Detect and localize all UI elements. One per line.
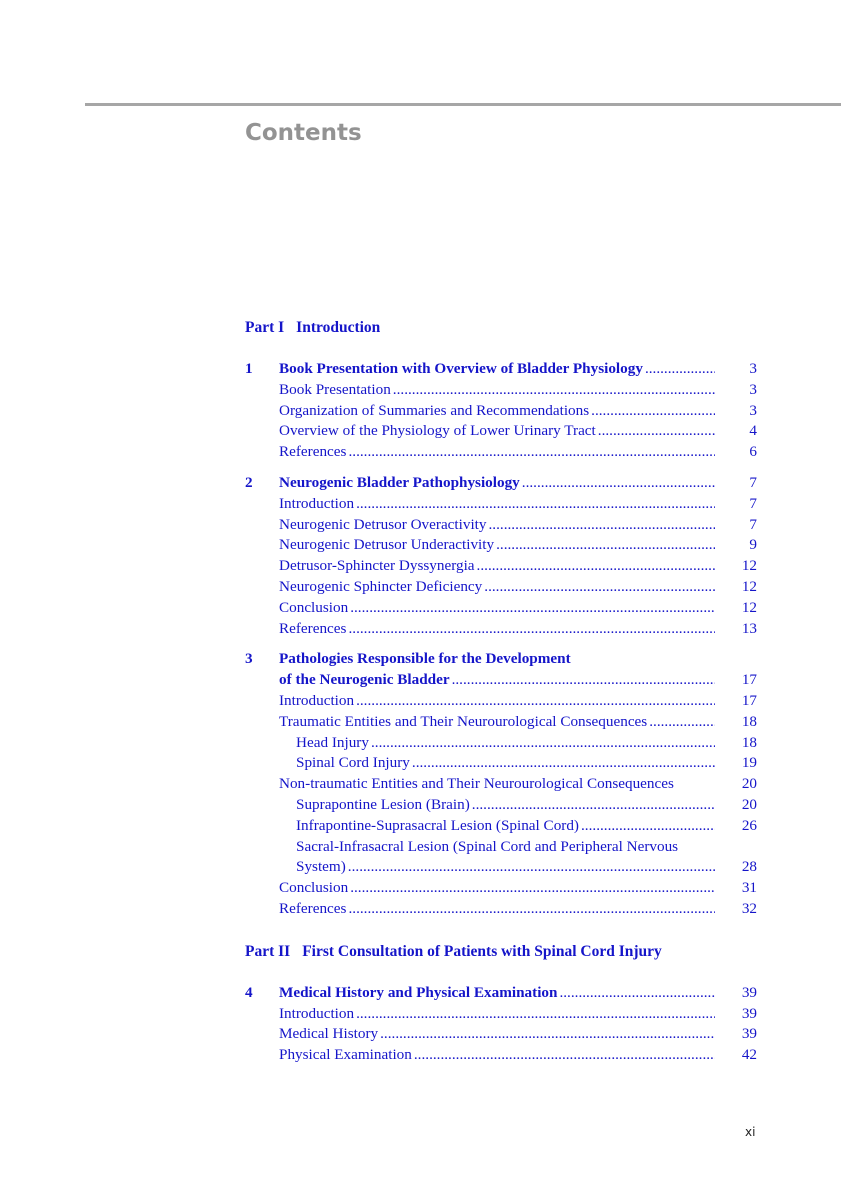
- entry-title: Organization of Summaries and Recommendations: [279, 401, 590, 419]
- entry-page: 12: [741, 598, 757, 616]
- entry-page: 7: [749, 494, 757, 512]
- toc-entry[interactable]: [245, 753, 757, 774]
- entry-page: 18: [741, 712, 757, 730]
- entry-page: 39: [741, 1004, 757, 1022]
- dot-leader: [348, 857, 715, 878]
- dot-leader: [489, 515, 716, 536]
- chapter-title: Book Presentation with Overview of Bladder Physiology: [279, 360, 643, 377]
- chapter-block: [245, 359, 757, 463]
- chapter-title: Neurogenic Bladder Pathophysiology: [279, 473, 520, 491]
- entry-title: Physical Examination: [279, 1046, 412, 1064]
- dot-leader: [484, 577, 715, 598]
- entry-title: Neurogenic Detrusor Underactivity: [279, 536, 495, 554]
- chapter-entry[interactable]: [245, 649, 757, 670]
- entry-title: Neurogenic Detrusor Overactivity: [279, 515, 487, 533]
- dot-leader: [356, 494, 715, 515]
- part-heading[interactable]: [245, 318, 757, 338]
- entry-title: Introduction: [279, 1004, 355, 1022]
- entry-title: Suprapontine Lesion (Brain): [296, 795, 470, 813]
- chapter-block: [245, 649, 757, 919]
- entry-title: Detrusor-Sphincter Dyssynergia: [279, 557, 475, 575]
- part-label: Part I: [245, 319, 285, 336]
- entry-page: 42: [741, 1046, 757, 1064]
- entry-title: Conclusion: [279, 598, 349, 616]
- entry-title: Medical History: [279, 1025, 379, 1043]
- entry-title: Infrapontine-Suprasacral Lesion (Spinal Cord): [296, 816, 579, 834]
- chapter-number: 3: [245, 650, 253, 668]
- dot-leader: [356, 1004, 715, 1025]
- dot-leader: [452, 670, 715, 691]
- entry-page: 13: [741, 619, 757, 637]
- dot-leader: [598, 421, 715, 442]
- toc-entry[interactable]: [245, 733, 757, 754]
- entry-title: Non-traumatic Entities and Their Neurourological Consequences: [279, 775, 674, 793]
- part-title: First Consultation of Patients with Spinal Cord Injury: [302, 942, 662, 960]
- entry-page: 3: [749, 380, 757, 398]
- entry-page: 39: [741, 1025, 757, 1043]
- toc-entry[interactable]: [245, 878, 757, 899]
- dot-leader: [477, 556, 715, 577]
- entry-page: 12: [741, 577, 757, 595]
- dot-leader: [380, 1024, 715, 1045]
- entry-page: 12: [741, 557, 757, 575]
- dot-leader: [414, 1045, 715, 1066]
- dot-leader: [522, 473, 715, 494]
- chapter-block: [245, 473, 757, 639]
- dot-leader: [591, 401, 715, 422]
- entry-page: 28: [741, 858, 757, 876]
- entry-page: 19: [741, 754, 757, 772]
- toc-entry[interactable]: [245, 556, 757, 577]
- toc-entry[interactable]: [245, 442, 757, 463]
- dot-leader: [348, 442, 715, 463]
- toc-entry[interactable]: [245, 494, 757, 515]
- entry-page: 9: [749, 536, 757, 554]
- entry-title: References: [279, 899, 347, 917]
- toc-entry[interactable]: [245, 1004, 757, 1025]
- part-title: Introduction: [296, 319, 381, 336]
- dot-leader: [472, 795, 715, 816]
- chapter-block: [245, 983, 757, 1066]
- toc-entry[interactable]: [245, 535, 757, 556]
- toc-entry[interactable]: [245, 515, 757, 536]
- entry-title: Introduction: [279, 494, 355, 512]
- dot-leader: [496, 535, 715, 556]
- toc-entry[interactable]: [245, 577, 757, 598]
- entry-page: 31: [741, 879, 757, 897]
- entry-title: Spinal Cord Injury: [296, 754, 410, 772]
- entry-title: Sacral-Infrasacral Lesion (Spinal Cord and Peripheral Nervous: [296, 837, 679, 855]
- dot-leader: [348, 899, 715, 920]
- toc-entry[interactable]: [245, 380, 757, 401]
- dot-leader: [645, 359, 715, 380]
- toc-entry[interactable]: [245, 837, 757, 858]
- toc-entry[interactable]: [245, 598, 757, 619]
- entry-page: 26: [741, 816, 757, 834]
- dot-leader: [356, 691, 715, 712]
- entry-title: System): [296, 858, 346, 876]
- entry-title: Traumatic Entities and Their Neurourological Consequences: [279, 712, 648, 730]
- chapter-title: of the Neurogenic Bladder: [279, 671, 450, 689]
- chapter-entry[interactable]: [245, 473, 757, 494]
- entry-title: Conclusion: [279, 879, 349, 897]
- part-heading[interactable]: [245, 942, 757, 962]
- chapter-number: 2: [245, 473, 253, 491]
- chapter-entry[interactable]: [245, 359, 757, 380]
- toc-entry[interactable]: [245, 712, 757, 733]
- page-number: xi: [745, 1125, 756, 1139]
- part-label: Part II: [245, 942, 291, 960]
- toc-entry[interactable]: [245, 899, 757, 920]
- toc-entry[interactable]: [245, 401, 757, 422]
- dot-leader: [393, 380, 715, 401]
- entry-page: 17: [741, 691, 757, 709]
- chapter-entry[interactable]: [245, 670, 757, 691]
- entry-page: 32: [741, 899, 757, 917]
- chapter-page: 17: [741, 671, 757, 689]
- header-rule: [85, 103, 841, 106]
- dot-leader: [559, 983, 715, 1004]
- dot-leader: [371, 733, 715, 754]
- entry-page: 18: [741, 733, 757, 751]
- entry-page: 6: [749, 443, 757, 461]
- dot-leader: [412, 753, 715, 774]
- toc-entry[interactable]: [245, 691, 757, 712]
- chapter-page: 3: [749, 360, 757, 377]
- entry-page: 4: [749, 422, 757, 440]
- toc-entry[interactable]: [245, 1024, 757, 1045]
- dot-leader: [350, 878, 715, 899]
- entry-page: 7: [749, 515, 757, 533]
- toc-entry[interactable]: [245, 1045, 757, 1066]
- chapter-number: 4: [245, 983, 253, 1001]
- chapter-number: 1: [245, 360, 253, 377]
- toc-entry[interactable]: [245, 421, 757, 442]
- dot-leader: [350, 598, 715, 619]
- entry-page: 20: [741, 795, 757, 813]
- toc-entry[interactable]: [245, 795, 757, 816]
- entry-title: References: [279, 443, 347, 461]
- chapter-title: Medical History and Physical Examination: [279, 983, 558, 1001]
- entry-page: 20: [741, 775, 757, 793]
- chapter-page: 7: [749, 473, 757, 491]
- chapter-title: Pathologies Responsible for the Development: [279, 650, 571, 668]
- entry-title: Head Injury: [296, 733, 369, 751]
- table-of-contents: [245, 318, 757, 1066]
- entry-title: Introduction: [279, 691, 355, 709]
- page-title: Contents: [245, 120, 362, 146]
- toc-entry[interactable]: [245, 816, 757, 837]
- entry-title: References: [279, 619, 347, 637]
- dot-leader: [649, 712, 715, 733]
- entry-title: Neurogenic Sphincter Deficiency: [279, 577, 483, 595]
- toc-entry[interactable]: [245, 774, 757, 795]
- entry-page: 3: [749, 401, 757, 419]
- entry-title: Overview of the Physiology of Lower Urinary Tract: [279, 422, 596, 440]
- dot-leader: [348, 619, 715, 640]
- chapter-page: 39: [741, 983, 757, 1001]
- toc-entry[interactable]: [245, 619, 757, 640]
- toc-entry[interactable]: [245, 857, 757, 878]
- chapter-entry[interactable]: [245, 983, 757, 1004]
- entry-title: Book Presentation: [279, 380, 391, 398]
- dot-leader: [581, 816, 715, 837]
